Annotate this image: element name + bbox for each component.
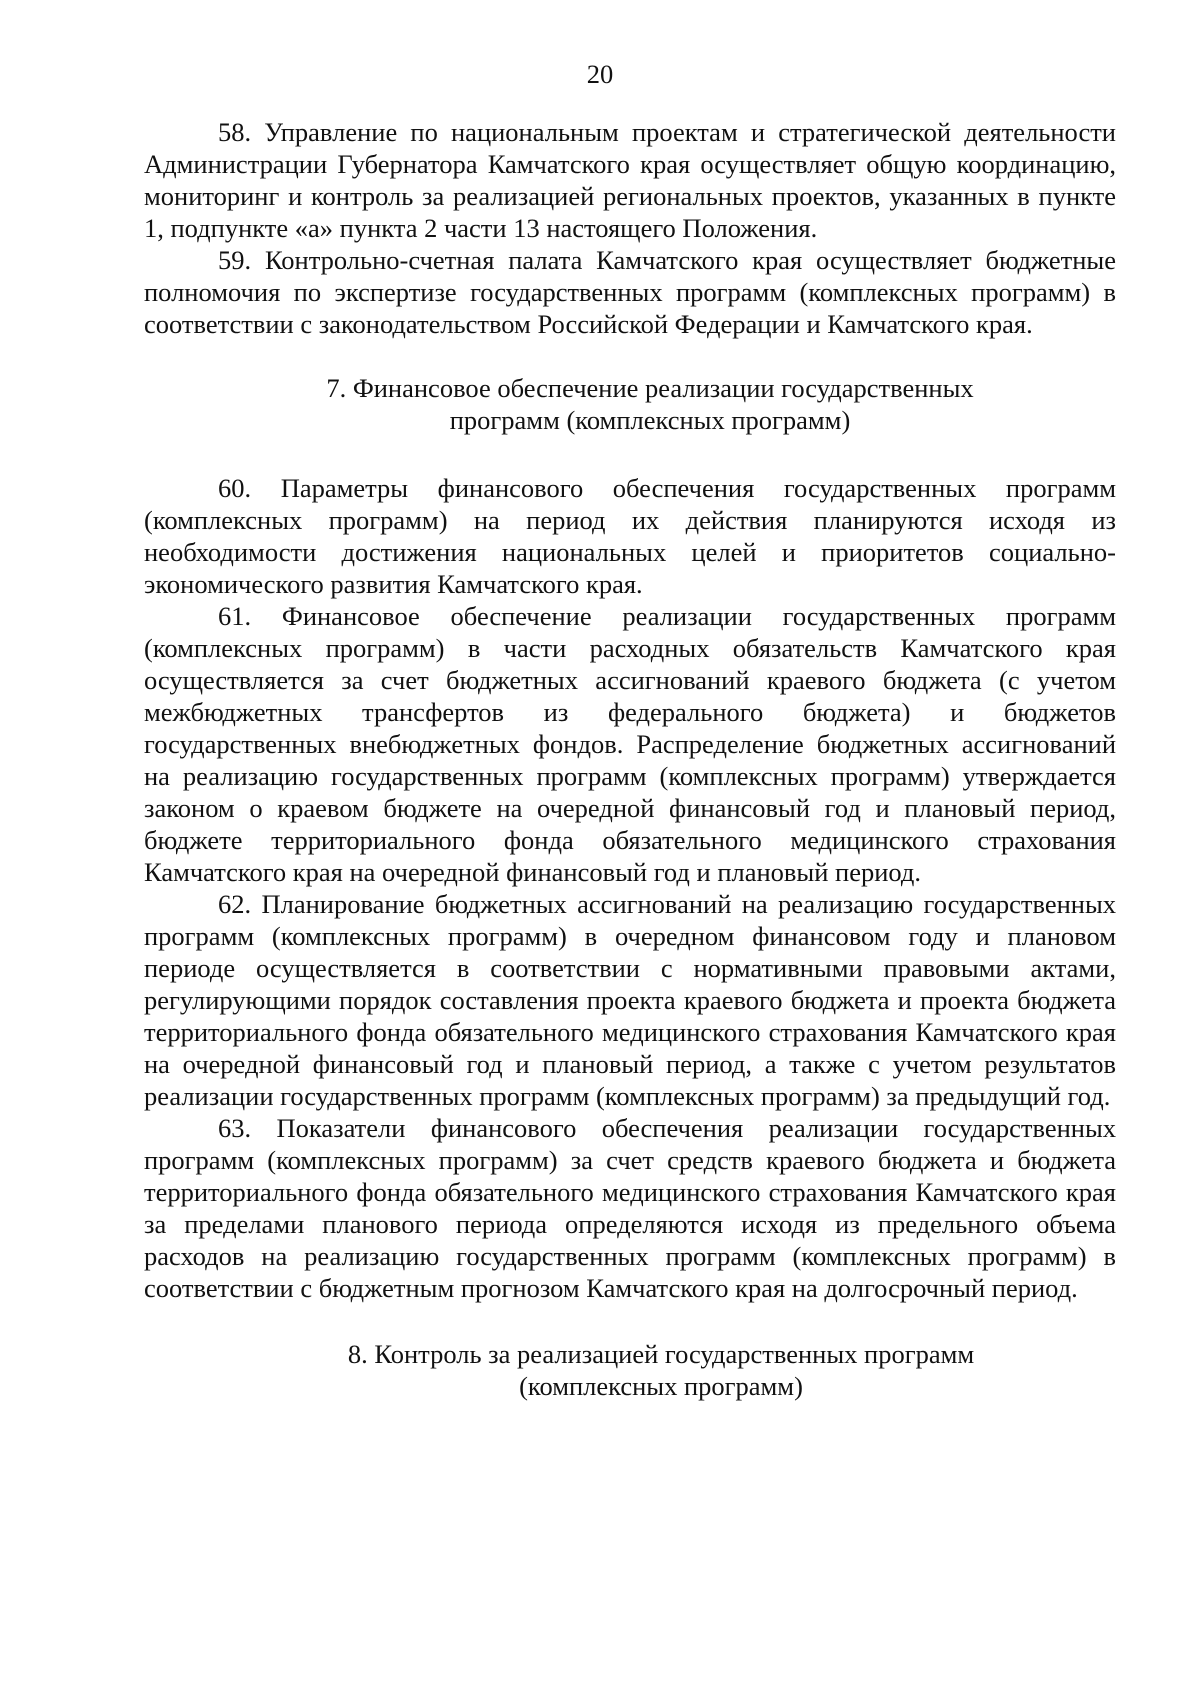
section-7-heading-line-2: программ (комплексных программ) [449, 405, 851, 435]
paragraph-63: 63. Показатели финансового обеспечения реализации государственных программ (комплексных программ) за счет средств краевого бюджета и бюджета территориального фонда обязательного медицинского страхования Камчатского края за пределами планового периода определяются исходя из предельного объема расходов на реализацию государственных программ (комплексных программ) в соответствии с бюджетным прогнозом Камчатского края на долгосрочный период. [144, 1113, 1116, 1303]
paragraph-59: 59. Контрольно-счетная палата Камчатского края осуществляет бюджетные полномочия по экспертизе государственных программ (комплексных программ) в соответствии с законодательством Российской Федерации и Камчатского края. [144, 245, 1116, 339]
section-7-heading-line-1: 7. Финансовое обеспечение реализации государственных [326, 373, 974, 403]
paragraph-60: 60. Параметры финансового обеспечения государственных программ (комплексных программ) на период их действия планируются исходя из необходимости достижения национальных целей и приоритетов социально-экономического развития Камчатского края. [144, 473, 1116, 599]
section-8-heading [144, 1338, 1116, 1402]
section-7-heading [144, 372, 1116, 436]
page-number: 20 [586, 59, 614, 89]
paragraph-58: 58. Управление по национальным проектам и стратегической деятельности Администрации Губернатора Камчатского края осуществляет общую координацию, мониторинг и контроль за реализацией региональных проектов, указанных в пункте 1, подпункте «а» пункта 2 части 13 настоящего Положения. [144, 117, 1116, 243]
document-body [144, 116, 1116, 1402]
paragraph-62: 62. Планирование бюджетных ассигнований на реализацию государственных программ (комплексных программ) в очередном финансовом году и плановом периоде осуществляется в соответствии с нормативными правовыми актами, регулирующими порядок составления проекта краевого бюджета и проекта бюджета территориального фонда обязательного медицинского страхования Камчатского края на очередной финансовый год и плановый период, а также с учетом результатов реализации государственных программ (комплексных программ) за предыдущий год. [144, 889, 1116, 1111]
section-8-heading-line-2: (комплексных программ) [519, 1371, 803, 1401]
section-8-heading-line-1: 8. Контроль за реализацией государственных программ [347, 1339, 975, 1369]
paragraph-61: 61. Финансовое обеспечение реализации государственных программ (комплексных программ) в части расходных обязательств Камчатского края осуществляется за счет бюджетных ассигнований краевого бюджета (с учетом межбюджетных трансфертов из федерального бюджета) и бюджетов государственных внебюджетных фондов. Распределение бюджетных ассигнований на реализацию государственных программ (комплексных программ) утверждается законом о краевом бюджете на очередной финансовый год и плановый период, бюджете территориального фонда обязательного медицинского страхования Камчатского края на очередной финансовый год и плановый период. [144, 601, 1116, 887]
